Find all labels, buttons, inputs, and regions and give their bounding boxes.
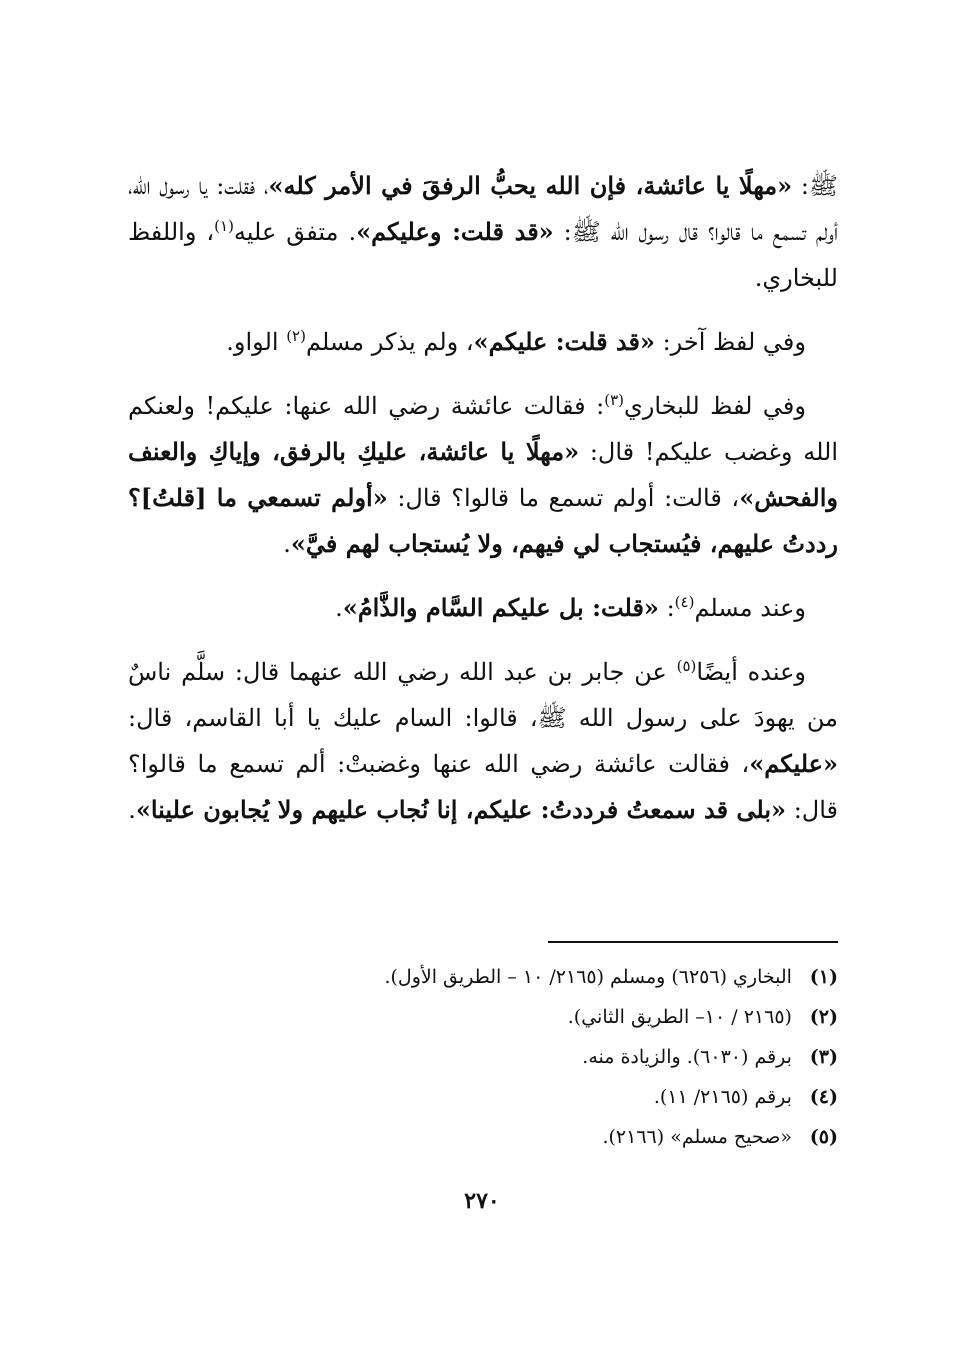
text-run: ﷺ: — [792, 172, 838, 200]
footnote-1 — [128, 957, 838, 997]
text-run: . متفق عليه — [233, 218, 357, 246]
footnote-5 — [128, 1117, 838, 1157]
text-run: عن جابر بن عبد الله رضي الله عنهما قال: سلَّم ناسٌ من يهودَ على رسول الله ﷺ، قالوا: السام عليك يا أبا القاسم، قال: — [128, 658, 838, 732]
footnote-number: (٤) — [809, 1086, 838, 1108]
footnote-2 — [128, 997, 838, 1037]
quote: «مهلًا يا عائشة، عليكِ بالرفق، وإياكِ والعنف والفحش» — [128, 437, 838, 512]
text-run: ، فقالت عائشة رضي الله عنها وغضبتْ: ألم تسمع ما قالوا؟ قال: — [128, 750, 838, 824]
quote: «عليكم» — [749, 749, 838, 778]
text-run: الواو. — [226, 328, 287, 356]
text-run: : فقالت عائشة رضي الله عنها: عليكم! ولعنكم الله وغضب عليكم! قال: — [128, 392, 839, 466]
text-run: : — [658, 594, 675, 622]
text-run: وعنده أيضًا — [696, 658, 806, 686]
main-text — [128, 163, 838, 833]
footnote-3 — [128, 1037, 838, 1077]
text-run: . — [128, 796, 136, 824]
footnote-number: (٢) — [809, 1006, 838, 1028]
quote: «قد قلت: وعليكم» — [356, 217, 554, 246]
footnote-text: «صحيح مسلم» (٢١٦٦). — [602, 1126, 792, 1148]
text-run: ، قالت: أولم تسمع ما قالوا؟ قال: — [387, 484, 740, 512]
footnote-number: (١) — [809, 966, 838, 988]
footnote-ref[interactable]: (٤) — [674, 593, 695, 611]
footnote-text: (٢١٦٥ / ١٠– الطريق الثاني). — [567, 1006, 792, 1028]
paragraph-5 — [128, 649, 838, 833]
text-run: ، ولم يذكر مسلم — [305, 328, 474, 356]
text-run: . — [283, 530, 291, 558]
footnote-ref[interactable]: (٣) — [604, 391, 624, 409]
text-run: . — [335, 594, 343, 622]
paragraph-2 — [128, 319, 838, 365]
text-run: ، فقلت: يا رسول الله، أولم تسمع ما قالوا؟ قال رسول الله ﷺ: — [128, 172, 839, 246]
paragraph-1 — [128, 163, 838, 301]
paragraph-3 — [128, 383, 838, 567]
quote: «قد قلت: عليكم» — [473, 327, 655, 356]
paragraph-4 — [128, 585, 838, 631]
footnote-ref[interactable]: (٢) — [286, 327, 306, 345]
footnote-number: (٥) — [809, 1126, 838, 1148]
quote: «أولم تسمعي ما [قلتُ]؟ رددتُ عليهم، فيُستجاب لي فيهم، ولا يُستجاب لهم فيَّ» — [128, 483, 838, 558]
footnote-ref[interactable]: (١) — [214, 217, 234, 235]
footnote-4 — [128, 1077, 838, 1117]
text-run: ، واللفظ للبخاري. — [128, 218, 838, 292]
quote: «مهلًا يا عائشة، فإن الله يحبُّ الرفقَ في الأمر كله» — [268, 171, 793, 200]
text-run: وفي لفظ للبخاري — [623, 392, 806, 420]
quote: «بلى قد سمعتُ فرددتُ: عليكم، إنا نُجاب عليهم ولا يُجابون علينا» — [135, 795, 787, 824]
footnote-separator — [548, 941, 838, 943]
text-run: وعند مسلم — [694, 594, 806, 622]
quote: «قلت: بل عليكم السَّام والذَّامُ» — [342, 593, 659, 622]
footnote-number: (٣) — [809, 1046, 838, 1068]
footnote-text: برقم (٦٠٣٠). والزيادة منه. — [582, 1046, 792, 1068]
text-run: وفي لفظ آخر: — [654, 328, 806, 356]
footnotes — [128, 957, 838, 1157]
footnote-ref[interactable]: (٥) — [676, 657, 697, 675]
footnote-text: البخاري (٦٢٥٦) ومسلم (٢١٦٥/ ١٠ – الطريق الأول). — [384, 966, 792, 988]
footnote-text: برقم (٢١٦٥/ ١١). — [653, 1086, 792, 1108]
page-number: ٢٧٠ — [464, 1188, 500, 1214]
